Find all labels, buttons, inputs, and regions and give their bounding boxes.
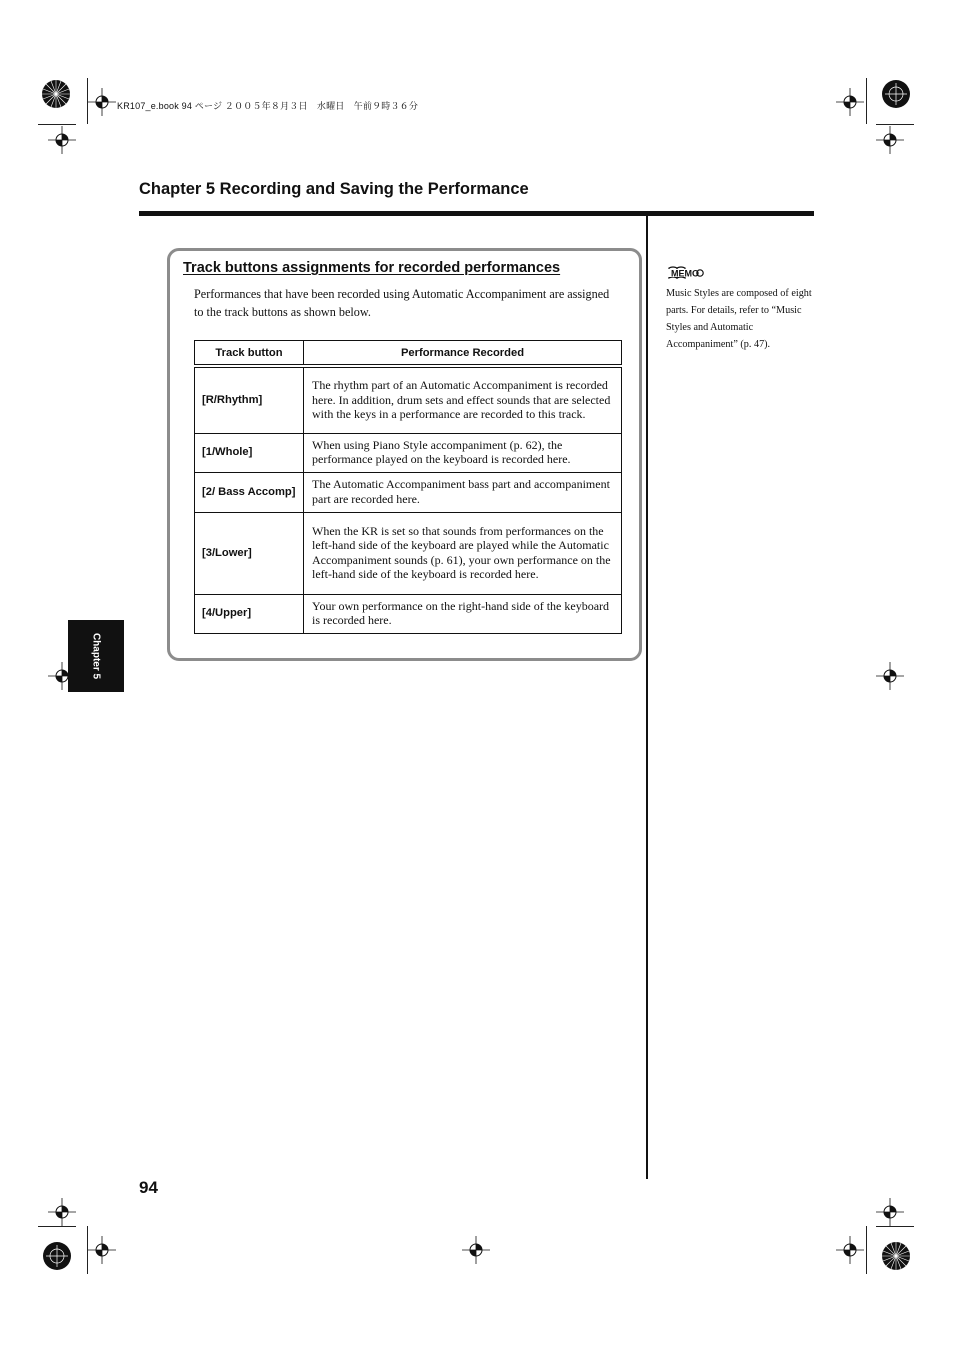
performance-recorded-cell: The Automatic Accompaniment bass part and accompaniment part are recorded here. bbox=[304, 472, 622, 512]
table-header-track-button: Track button bbox=[195, 341, 304, 367]
performance-recorded-cell: The rhythm part of an Automatic Accompaniment is recorded here. In addition, drum sets and effect sounds that are selected with the keys in a performance are recorded to this track. bbox=[304, 366, 622, 433]
track-button-cell: [2/ Bass Accomp] bbox=[195, 472, 304, 512]
trim-line bbox=[87, 78, 88, 124]
registration-mark-bottom-left bbox=[41, 1240, 73, 1272]
registration-mark-top-left bbox=[40, 78, 72, 110]
track-button-cell: [R/Rhythm] bbox=[195, 366, 304, 433]
performance-recorded-cell: When the KR is set so that sounds from performances on the left-hand side of the keyboard are played while the Automatic Accompaniment sounds (p. 61), your own performance on the left-hand side of the keyboard is recorded here. bbox=[304, 512, 622, 594]
table-row bbox=[195, 512, 622, 594]
table-header-row bbox=[195, 341, 622, 367]
crosshair-mark bbox=[48, 1198, 76, 1226]
side-tab-label: Chapter 5 bbox=[90, 632, 102, 680]
memo-icon bbox=[667, 265, 705, 281]
chapter-side-tab bbox=[68, 620, 124, 692]
registration-mark-bottom-right bbox=[880, 1240, 912, 1272]
table-row bbox=[195, 472, 622, 512]
crosshair-mark bbox=[876, 126, 904, 154]
chapter-heading: Chapter 5 Recording and Saving the Performance bbox=[139, 180, 529, 198]
memo-text: Music Styles are composed of eight parts. For details, refer to “Music Styles and Automatic Accompaniment” (p. 47). bbox=[666, 288, 812, 350]
print-slug: KR107_e.book 94 ページ ２００５年８月３日 水曜日 午前９時３６分 bbox=[117, 101, 419, 111]
crosshair-mark bbox=[462, 1236, 490, 1264]
track-button-cell: [3/Lower] bbox=[195, 512, 304, 594]
crosshair-mark bbox=[876, 1198, 904, 1226]
performance-recorded-cell: When using Piano Style accompaniment (p. 62), the performance played on the keyboard is recorded here. bbox=[304, 433, 622, 472]
performance-recorded-cell: Your own performance on the right-hand side of the keyboard is recorded here. bbox=[304, 594, 622, 633]
trim-line bbox=[876, 124, 914, 125]
table-row bbox=[195, 433, 622, 472]
crosshair-mark bbox=[836, 88, 864, 116]
registration-mark-top-right bbox=[880, 78, 912, 110]
crosshair-mark bbox=[88, 1236, 116, 1264]
crosshair-mark bbox=[48, 126, 76, 154]
page-number: 94 bbox=[139, 1178, 158, 1197]
crosshair-mark bbox=[836, 1236, 864, 1264]
trim-line bbox=[876, 1226, 914, 1227]
crosshair-mark bbox=[88, 88, 116, 116]
table-header-performance-recorded: Performance Recorded bbox=[304, 341, 622, 367]
track-buttons-table bbox=[194, 340, 622, 634]
trim-line bbox=[866, 78, 867, 124]
trim-line bbox=[38, 1226, 76, 1227]
crosshair-mark bbox=[876, 662, 904, 690]
memo-icon-label: MEMO bbox=[671, 268, 699, 279]
trim-line bbox=[38, 124, 76, 125]
track-button-cell: [1/Whole] bbox=[195, 433, 304, 472]
trim-line bbox=[866, 1226, 867, 1274]
table-row bbox=[195, 594, 622, 633]
trim-line bbox=[87, 1226, 88, 1274]
box-intro: Performances that have been recorded using Automatic Accompaniment are assigned to the track buttons as shown below. bbox=[194, 287, 610, 319]
column-divider bbox=[646, 216, 648, 1179]
heading-rule bbox=[139, 211, 814, 216]
track-button-cell: [4/Upper] bbox=[195, 594, 304, 633]
table-row bbox=[195, 366, 622, 433]
box-title: Track buttons assignments for recorded performances bbox=[183, 260, 561, 276]
